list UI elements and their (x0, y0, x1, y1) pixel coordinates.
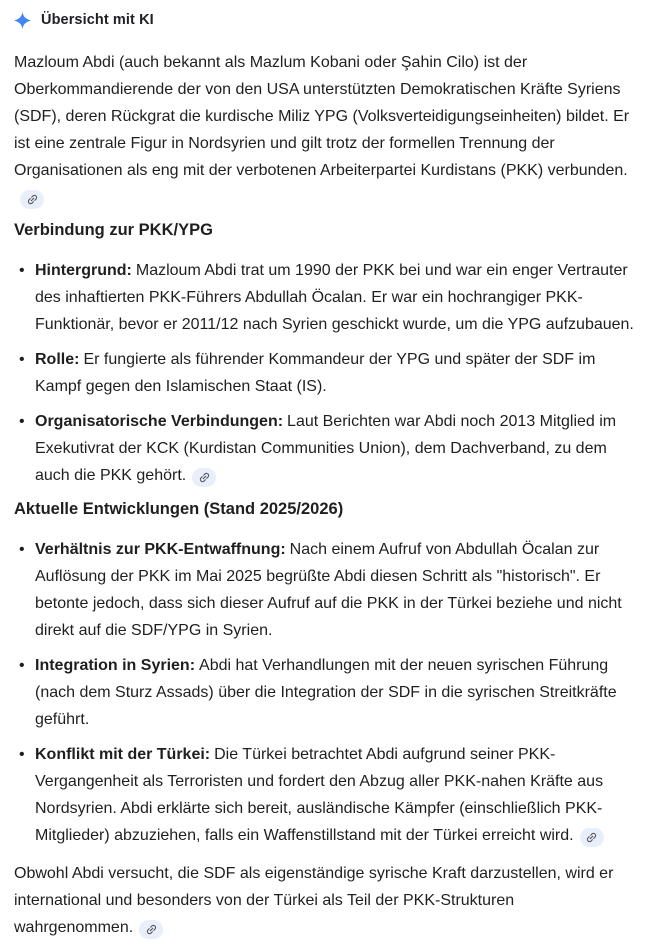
bullet-label: Verhältnis zur PKK-Entwaffnung: (35, 541, 286, 558)
list-item (14, 652, 637, 733)
bullet-label: Rolle: (35, 351, 80, 368)
list-item (14, 257, 637, 338)
bullet-text: Laut Berichten war Abdi noch 2013 Mitglied im Exekutivrat der KCK (Kurdistan Communities Union), dem Dachverband, zu dem auch die PKK gehört. (35, 413, 617, 484)
bullet-text: Mazloum Abdi trat um 1990 der PKK bei und war ein enger Vertrauter des inhaftierten PKK-Führers Abdullah Öcalan. Er war ein hochrangiger PKK-Funktionär, bevor er 2011/12 nach Syrien geschickt wurde, um die YPG aufzubauen. (35, 262, 634, 333)
bullet-list-pkk-ypg (13, 257, 637, 489)
bullet-text: Er fungierte als führender Kommandeur der YPG und später der SDF im Kampf gegen den Islamischen Staat (IS). (35, 351, 596, 395)
section-heading-pkk-ypg: Verbindung zur PKK/YPG (14, 221, 213, 239)
section-heading-aktuelle-entwicklungen: Aktuelle Entwicklungen (Stand 2025/2026) (14, 500, 344, 518)
citation-chip[interactable] (192, 468, 216, 487)
link-icon (582, 828, 600, 846)
citation-chip[interactable] (139, 920, 163, 939)
intro-text: Mazloum Abdi (auch bekannt als Mazlum Kobani oder Şahin Cilo) ist der Oberkommandierende der von den USA unterstützten Demokratischen Kräfte Syriens (SDF), deren Rückgrat die kurdische Miliz YPG (Volksverteidigungseinheiten) bildet. Er ist eine zentrale Figur in Nordsyrien und gilt trotz der formellen Trennung der Organisationen als eng mit der verbotenen Arbeiterpartei Kurdistans (PKK) verbunden. (14, 54, 630, 179)
citation-chip[interactable] (20, 190, 44, 209)
list-item (14, 346, 637, 400)
bullet-text: Abdi hat Verhandlungen mit der neuen syrischen Führung (nach dem Sturz Assads) über die Integration der SDF in die syrischen Streitkräfte geführt. (35, 657, 617, 728)
ai-sparkle-icon (13, 11, 32, 30)
intro-paragraph (14, 49, 637, 211)
link-icon (195, 468, 213, 486)
list-item (14, 408, 637, 489)
bullet-label: Organisatorische Verbindungen: (35, 413, 284, 430)
link-icon (142, 920, 160, 938)
bullet-label: Konflikt mit der Türkei: (35, 746, 211, 763)
citation-chip[interactable] (580, 828, 604, 847)
outro-text: Obwohl Abdi versucht, die SDF als eigenständige syrische Kraft darzustellen, wird er international und besonders von der Türkei als Teil der PKK-Strukturen wahrgenommen. (14, 865, 614, 936)
list-item (14, 536, 637, 644)
bullet-label: Hintergrund: (35, 262, 132, 279)
bullet-text: Die Türkei betrachtet Abdi aufgrund seiner PKK-Vergangenheit als Terroristen und fordert den Abzug aller PKK-nahen Kräfte aus Nordsyrien. Abdi erklärte sich bereit, ausländische Kämpfer (einschließlich PKK-Mitglieder) abzuziehen, falls ein Waffenstillstand mit der Türkei erreicht wird. (35, 746, 604, 844)
bullet-list-aktuelle-entwicklungen (13, 536, 637, 849)
bullet-label: Integration in Syrien: (35, 657, 196, 674)
outro-paragraph (14, 860, 637, 941)
list-item (14, 741, 637, 849)
ai-overview-title: Übersicht mit KI (41, 12, 154, 28)
bullet-text: Nach einem Aufruf von Abdullah Öcalan zur Auflösung der PKK im Mai 2025 begrüßte Abdi diesen Schritt als "historisch". Er betonte jedoch, dass sich dieser Aufruf auf die PKK in der Türkei beziehe und nicht direkt auf die SDF/YPG in Syrien. (35, 541, 622, 639)
ai-overview-header (13, 9, 637, 31)
link-icon (23, 190, 41, 208)
